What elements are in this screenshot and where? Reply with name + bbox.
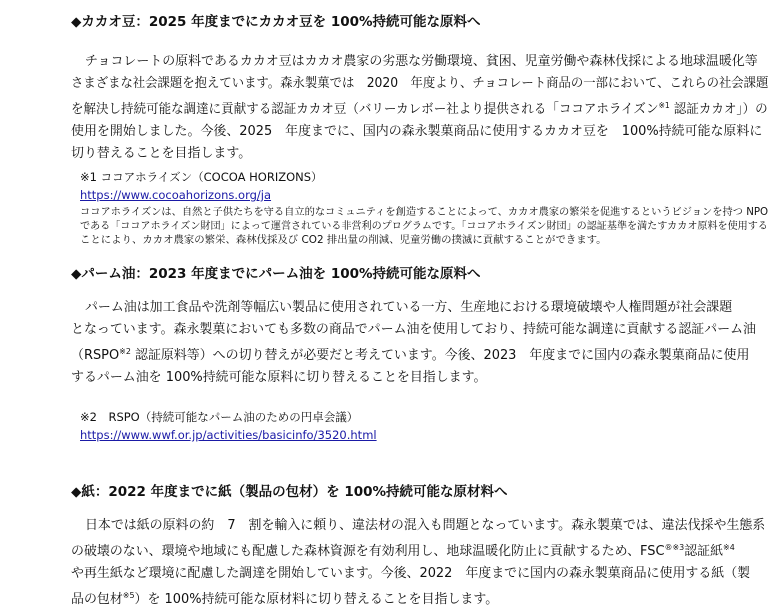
paper-line-2: の破壊のない、環境や地域にも配慮した森林資源を有効利用し、地球温暖化防止に貢献するため、$FSC^{®※3}$認証紙$^{※4}$	[71, 543, 735, 559]
paper-line-3: や再生紙など環境に配慮した調達を開始しています。今後、2022 年度までに国内の森永製菓商品に使用する紙（製	[71, 566, 751, 581]
palm-line-4: するパーム油を 100%持続可能な原料に切り替えることを目指します。	[71, 370, 487, 385]
footnote-1-url-line	[80, 187, 271, 203]
footnote-ref-4: ※4	[723, 543, 735, 552]
footnote-1-text-3: ことにより、カカオ農家の繁栄、森林伐採及び CO2 排出量の削減、児童労働の撲滅に貢献することができます。	[80, 234, 607, 246]
palm-line-1: パーム油は加工食品や洗剤等幅広い製品に使用されている一方、生産地における環境破壊や人権問題が社会課題	[84, 300, 733, 315]
footnote-ref-5: ※5	[122, 591, 135, 600]
cocoahorizons-link[interactable]: https://www.cocoahorizons.org/ja	[80, 188, 272, 202]
footnote-2-url-line	[80, 427, 377, 443]
cacao-line-4: 使用を開始しました。今後、2025 年度までに、国内の森永製菓商品に使用するカカオ豆を 100%持続可能な原料に	[71, 124, 763, 139]
palm-line-3: （RSPO$^{※2}$ 認証原料等）への切り替えが必要だと考えています。今後、2023 年度までに国内の森永製菓商品に使用	[71, 347, 750, 363]
palm-line-2: となっています。森永製菓においても多数の商品でパーム油を使用しており、持続可能な調達に貢献する認証パーム油	[71, 322, 757, 337]
cacao-paragraph	[71, 51, 771, 165]
cacao-line-3: を解決し持続可能な調達に貢献する認証カカオ豆（バリーカレボー社より提供される「ココアホライズン$^{※1}$ 認証カカオ」）の	[71, 101, 768, 117]
paper-paragraph	[71, 515, 771, 611]
paper-line-1: 日本では紙の原料の約 7 割を輸入に頼り、違法材の混入も問題となっています。森永製菓では、違法伐採や生態系	[84, 518, 766, 533]
footnote-1-label: ※1 ココアホライズン（COCOA HORIZONS）	[80, 170, 323, 184]
cacao-heading: ◆カカオ豆：2025 年度までにカカオ豆を 100%持続可能な原料へ	[71, 14, 481, 30]
cacao-line-1: チョコレートの原料であるカカオ豆はカカオ農家の劣悪な労働環境、貧困、児童労働や森林伐採による地球温暖化等	[84, 54, 758, 69]
palm-paragraph	[71, 297, 771, 389]
footnote-ref-3: ®※3	[664, 543, 685, 552]
paper-line-4: 品の包材$^{※5}$）を 100%持続可能な原材料に切り替えることを目指します。	[71, 591, 499, 607]
palm-heading: ◆パーム油：2023 年度までにパーム油を 100%持続可能な原料へ	[71, 266, 481, 282]
footnote-1-text-2: である「ココアホライズン財団」によって運営されている非営利のプログラムです。「ココアホライズン財団」の認証基準を満たすカカオ原料を使用する	[80, 220, 768, 232]
footnote-1-text-1: ココアホライズンは、自然と子供たちを守る自立的なコミュニティを創造することによって、カカオ農家の繁栄を促進するというビジョンを持つ NPO	[80, 206, 769, 218]
cacao-line-5: 切り替えることを目指します。	[71, 146, 252, 161]
paper-heading: ◆紙：2022 年度までに紙（製品の包材）を 100%持続可能な原材料へ	[71, 484, 508, 500]
footnote-2-label: ※2 RSPO（持続可能なパーム油のための円卓会議）	[80, 410, 359, 424]
wwf-link[interactable]: https://www.wwf.or.jp/activities/basicinfo/3520.html	[80, 428, 377, 442]
footnote-ref-2: ※2	[119, 347, 131, 356]
cacao-line-2: さまざまな社会課題を抱えています。森永製菓では 2020 年度より、チョコレート商品の一部において、これらの社会課題	[71, 76, 769, 91]
footnote-ref-1: ※1	[658, 101, 670, 110]
